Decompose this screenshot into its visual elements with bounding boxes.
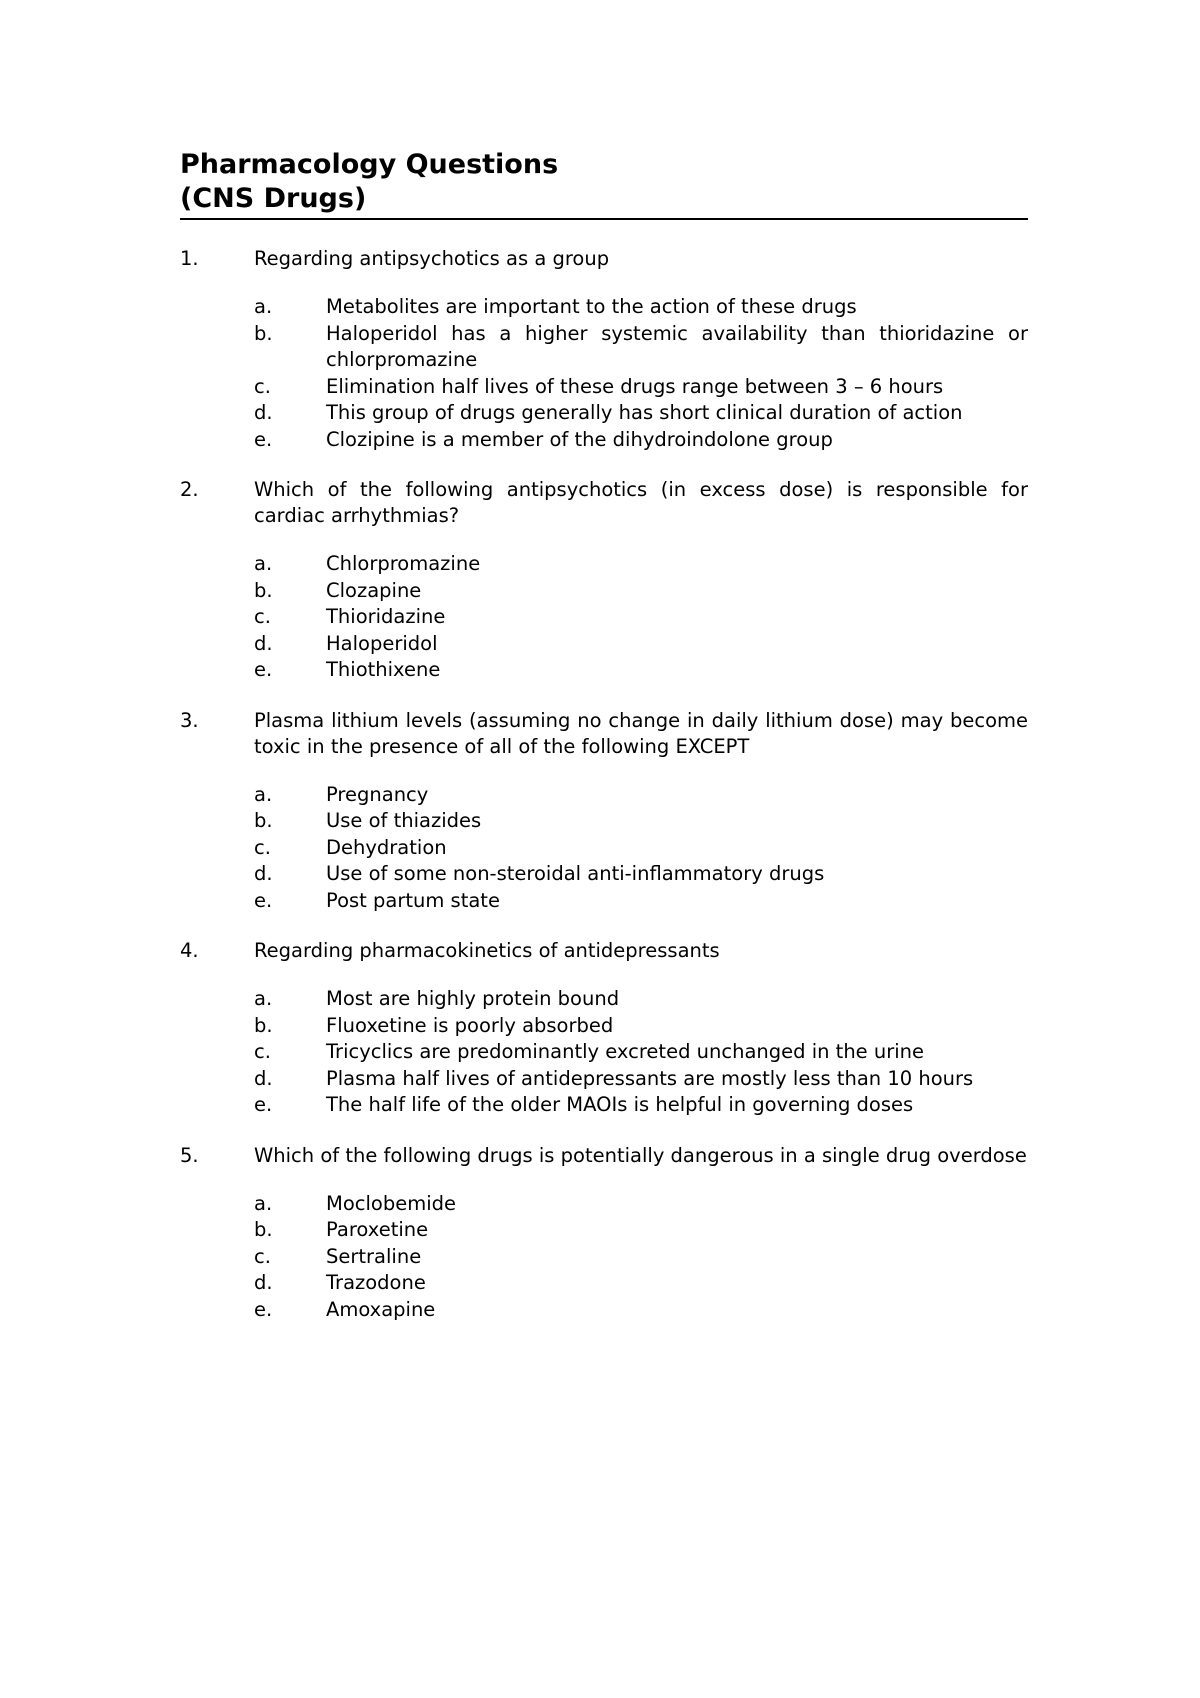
answer-option xyxy=(254,1191,1028,1218)
question-stem xyxy=(180,246,1028,272)
option-text: Clozipine is a member of the dihydroindolone group xyxy=(326,427,833,451)
option-text: Thiothixene xyxy=(326,658,441,681)
answer-option xyxy=(254,1066,1028,1093)
question-block xyxy=(180,708,1028,915)
option-list xyxy=(254,294,1028,453)
answer-option xyxy=(254,1297,1028,1324)
option-list xyxy=(254,782,1028,915)
option-text: Sertraline xyxy=(326,1244,422,1268)
answer-option xyxy=(254,835,1028,862)
question-stem xyxy=(180,938,1028,964)
question-number: 5. xyxy=(180,1143,199,1167)
answer-option xyxy=(254,782,1028,809)
answer-option xyxy=(254,888,1028,915)
option-text: Tricyclics are predominantly excreted unchanged in the urine xyxy=(326,1040,925,1063)
question-block xyxy=(180,1143,1028,1324)
option-list xyxy=(254,986,1028,1119)
option-text: Paroxetine xyxy=(326,1218,429,1241)
answer-option xyxy=(254,1013,1028,1040)
answer-option xyxy=(254,1270,1028,1297)
option-text: Pregnancy xyxy=(326,782,429,806)
option-letter: c. xyxy=(254,605,271,628)
question-text: Which of the following antipsychotics (in excess dose) is responsible for cardiac arrhythmias? xyxy=(254,478,1028,527)
question-stem xyxy=(180,1143,1028,1169)
option-text: Most are highly protein bound xyxy=(326,987,620,1010)
answer-option xyxy=(254,1092,1028,1119)
answer-option xyxy=(254,1217,1028,1244)
question-list xyxy=(180,246,1028,1323)
option-letter: a. xyxy=(254,1191,273,1215)
option-letter: e. xyxy=(254,427,273,451)
answer-option xyxy=(254,400,1028,427)
question-text: Which of the following drugs is potentially dangerous in a single drug overdose xyxy=(254,1143,1027,1167)
option-text: Fluoxetine is poorly absorbed xyxy=(326,1013,614,1037)
option-letter: e. xyxy=(254,658,273,681)
question-stem xyxy=(180,708,1028,760)
option-letter: e. xyxy=(254,1093,273,1116)
option-text: Metabolites are important to the action of these drugs xyxy=(326,295,857,318)
option-letter: d. xyxy=(254,862,273,885)
option-letter: c. xyxy=(254,1040,271,1063)
option-text: Haloperidol has a higher systemic availability than thioridazine or chlorpromazine xyxy=(326,321,1028,371)
option-text: Dehydration xyxy=(326,835,447,859)
option-text: Moclobemide xyxy=(326,1191,456,1215)
answer-option xyxy=(254,294,1028,321)
option-text: Elimination half lives of these drugs range between 3 – 6 hours xyxy=(326,374,944,398)
question-block xyxy=(180,938,1028,1119)
option-text: Use of thiazides xyxy=(326,809,482,832)
option-letter: a. xyxy=(254,987,273,1010)
question-stem xyxy=(180,477,1028,529)
question-number: 4. xyxy=(180,939,199,962)
option-letter: c. xyxy=(254,1244,271,1268)
document-page xyxy=(180,148,1028,1323)
option-text: Plasma half lives of antidepressants are mostly less than 10 hours xyxy=(326,1066,974,1090)
answer-option xyxy=(254,631,1028,658)
title-block xyxy=(180,148,1028,220)
option-letter: a. xyxy=(254,782,273,806)
option-letter: d. xyxy=(254,401,273,424)
option-letter: c. xyxy=(254,374,271,398)
answer-option xyxy=(254,551,1028,578)
question-block xyxy=(180,477,1028,684)
option-text: This group of drugs generally has short clinical duration of action xyxy=(326,401,963,424)
answer-option xyxy=(254,427,1028,454)
option-text: Post partum state xyxy=(326,888,500,912)
option-letter: e. xyxy=(254,1297,273,1321)
option-letter: b. xyxy=(254,1013,273,1037)
option-letter: d. xyxy=(254,631,273,655)
answer-option xyxy=(254,374,1028,401)
answer-option xyxy=(254,321,1028,374)
question-number: 1. xyxy=(180,247,199,270)
option-letter: b. xyxy=(254,1218,273,1241)
option-text: Haloperidol xyxy=(326,631,438,655)
option-letter: d. xyxy=(254,1271,273,1294)
option-letter: b. xyxy=(254,809,273,832)
option-letter: a. xyxy=(254,295,273,318)
question-text: Regarding pharmacokinetics of antidepressants xyxy=(254,939,720,962)
option-list xyxy=(254,1191,1028,1324)
option-letter: a. xyxy=(254,552,273,575)
option-list xyxy=(254,551,1028,684)
option-text: The half life of the older MAOIs is helpful in governing doses xyxy=(326,1093,914,1116)
option-letter: b. xyxy=(254,321,273,345)
document-subtitle: (CNS Drugs) xyxy=(180,183,367,214)
option-text: Thioridazine xyxy=(326,605,446,628)
question-number: 3. xyxy=(180,708,199,732)
answer-option xyxy=(254,604,1028,631)
answer-option xyxy=(254,986,1028,1013)
question-number: 2. xyxy=(180,478,199,501)
answer-option xyxy=(254,1244,1028,1271)
document-title: Pharmacology Questions xyxy=(180,149,559,180)
answer-option xyxy=(254,808,1028,835)
option-text: Amoxapine xyxy=(326,1297,436,1321)
answer-option xyxy=(254,657,1028,684)
option-text: Use of some non-steroidal anti-inflammatory drugs xyxy=(326,862,825,885)
answer-option xyxy=(254,578,1028,605)
option-text: Trazodone xyxy=(326,1271,426,1294)
answer-option xyxy=(254,1039,1028,1066)
option-text: Chlorpromazine xyxy=(326,552,481,575)
question-block xyxy=(180,246,1028,453)
question-text: Plasma lithium levels (assuming no change in daily lithium dose) may become toxic in the presence of all of the following EXCEPT xyxy=(254,708,1028,758)
question-text: Regarding antipsychotics as a group xyxy=(254,247,610,270)
option-letter: e. xyxy=(254,888,273,912)
option-letter: d. xyxy=(254,1066,273,1090)
option-text: Clozapine xyxy=(326,578,422,602)
option-letter: c. xyxy=(254,835,271,859)
answer-option xyxy=(254,861,1028,888)
option-letter: b. xyxy=(254,578,273,602)
